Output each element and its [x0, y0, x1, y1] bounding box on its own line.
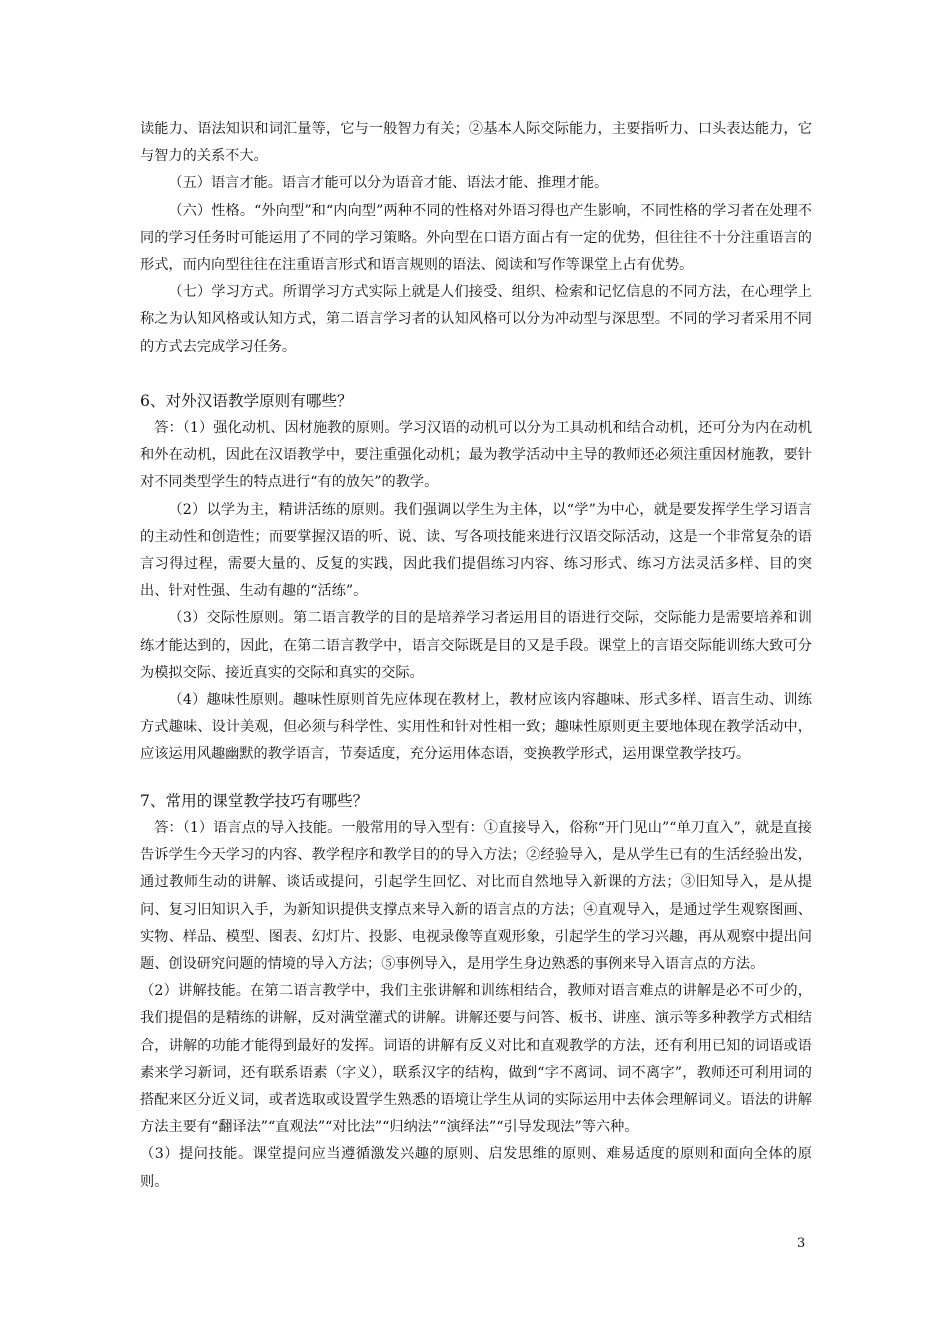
paragraph: 读能力、语法知识和词汇量等，它与一般智力有关；②基本人际交际能力，主要指听力、口头表达能力，它与智力的关系不大。 — [140, 121, 812, 165]
paragraph: 答：（1）语言点的导入技能。一般常用的导入型有：①直接导入，俗称“开门见山”“单刀直入”，就是直接告诉学生今天学习的内容、教学程序和教学目的的导入方法；②经验导入，是从学生已有的生活经验出发，通过教师生动的讲解、谈话或提问，引起学生回忆、对比而自然地导入新课的方法；③旧知导入，是从提问、复习旧知识入手，为新知识提供支撑点来导入新的语言点的方法；④直观导入，是通过学生观察图画、实物、样品、模型、图表、幻灯片、投影、电视录像等直观形象，引起学生的学习兴趣，再从观察中提出问题、创设研究问题的情境的导入方法；⑤事例导入，是用学生身边熟悉的事例来导入语言点的方法。 — [140, 820, 812, 973]
paragraph: （4）趣味性原则。趣味性原则首先应体现在教材上，教材应该内容趣味、形式多样、语言生动、训练方式趣味、设计美观，但必须与科学性、实用性和针对性相一致；趣味性原则更主要地体现在教学活动中，应该运用风趣幽默的教学语言，节奏适度，充分运用体态语，变换教学形式，运用课堂教学技巧。 — [140, 692, 812, 763]
paragraph: （七）学习方式。所谓学习方式实际上就是人们接受、组织、检索和记忆信息的不同方法，在心理学上称之为认知风格或认知方式，第二语言学习者的认知风格可以分为冲动型与深思型。不同的学习者采用不同的方式去完成学习任务。 — [140, 284, 812, 355]
paragraph: 答：（1）强化动机、因材施教的原则。学习汉语的动机可以分为工具动机和结合动机，还可分为内在动机和外在动机，因此在汉语教学中，要注重强化动机；最为教学活动中主导的教师还必须注重因材施教，要针对不同类型学生的特点进行“有的放矢”的教学。 — [140, 420, 812, 491]
paragraph: （五）语言才能。语言才能可以分为语音才能、语法才能、推理才能。 — [168, 175, 609, 192]
paragraph: （3）提问技能。课堂提问应当遵循激发兴趣的原则、启发思维的原则、难易适度的原则和面向全体的原则。 — [140, 1146, 812, 1190]
section-heading-7: 7、常用的课堂教学技巧有哪些？ — [140, 792, 369, 810]
text-block-section-7 — [140, 815, 812, 1196]
paragraph: （3）交际性原则。第二语言教学的目的是培养学习者运用目的语进行交际，交际能力是需要培养和训练才能达到的，因此，在第二语言教学中，语言交际既是目的又是手段。课堂上的言语交际能训练大致可分为模拟交际、接近真实的交际和真实的交际。 — [140, 610, 812, 681]
paragraph: （2）以学为主，精讲活练的原则。我们强调以学生为主体，以“学”为中心，就是要发挥学生学习语言的主动性和创造性；而要掌握汉语的听、说、读、写各项技能来进行汉语交际活动，这是一个非常复杂的语言习得过程，需要大量的、反复的实践，因此我们提倡练习内容、练习形式、练习方法灵活多样、目的突出、针对性强、生动有趣的“活练”。 — [140, 501, 812, 600]
text-block-section-6 — [140, 415, 812, 769]
paragraph: （2）讲解技能。在第二语言教学中，我们主张讲解和训练相结合，教师对语言难点的讲解是必不可少的，我们提倡的是精练的讲解，反对满堂灌式的讲解。讲解还要与问答、板书、讲座、演示等多种教学方式相结合，讲解的功能才能得到最好的发挥。词语的讲解有反义对比和直观教学的方法，还有利用已知的词语或语素来学习新词，还有联系语素（字义），联系汉字的结构，做到“字不离词、词不离字”，教师还可利用词的搭配来区分近义词，或者选取或设置学生熟悉的语境让学生从词的实际运用中去体会理解词义。语法的讲解方法主要有“翻译法”“直观法”“对比法”“归纳法”“演绎法”“引导发现法”等六种。 — [140, 983, 812, 1136]
text-block-top — [140, 116, 812, 361]
page-number: 3 — [797, 1236, 806, 1251]
paragraph: （六）性格。“外向型”和“内向型”两种不同的性格对外语习得也产生影响，不同性格的学习者在处理不同的学习任务时可能运用了不同的学习策略。外向型在口语方面占有一定的优势，但往往不十分注重语言的形式，而内向型往往在注重语言形式和语言规则的语法、阅读和写作等课堂上占有优势。 — [140, 202, 812, 274]
section-heading-6: 6、对外汉语教学原则有哪些？ — [140, 392, 353, 410]
